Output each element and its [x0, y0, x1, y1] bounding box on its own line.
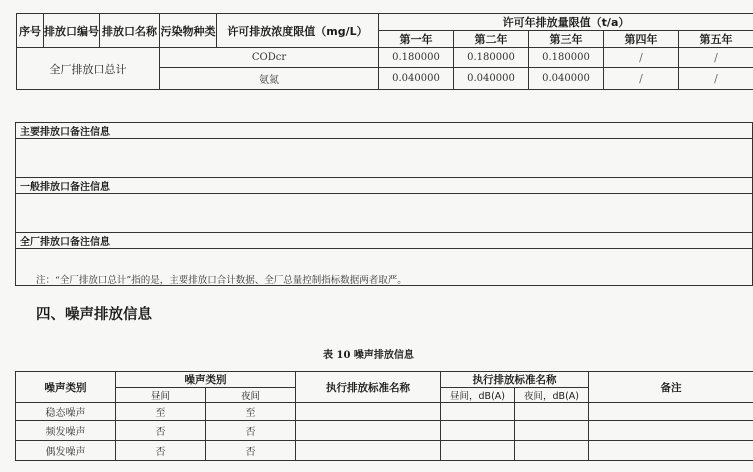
value-cell: 0.180000 [454, 48, 529, 68]
header-year-3: 第三年 [529, 31, 604, 48]
noise-category-cell: 频发噪声 [16, 421, 116, 441]
noise-category-cell: 偶发噪声 [16, 441, 116, 461]
table-row [16, 421, 753, 441]
noise-category-cell: 稳态噪声 [16, 403, 116, 421]
general-outlet-remarks-label: 一般排放口备注信息 [16, 178, 753, 194]
value-cell: / [604, 68, 679, 90]
table-caption: 表 10 噪声排放信息 [323, 350, 414, 361]
header-year-5: 第五年 [679, 31, 753, 48]
header-standard: 执行排放标准名称 [441, 372, 589, 388]
pollutant-cell: 氨氮 [160, 68, 379, 90]
header-year-4: 第四年 [604, 31, 679, 48]
table-row [16, 403, 753, 421]
header-pollutant: 污染物种类 [160, 14, 217, 48]
main-outlet-remarks-label: 主要排放口备注信息 [16, 123, 753, 139]
header-day: 昼间 [116, 388, 206, 403]
header-day-db: 昼间，dB(A) [441, 388, 515, 403]
value-cell: 0.180000 [379, 48, 454, 68]
value-cell: / [679, 68, 753, 90]
header-concentration-limit: 许可排放浓度限值（mg/L） [217, 14, 379, 48]
header-standard-name: 执行排放标准名称 [296, 372, 441, 403]
header-remarks: 备注 [589, 372, 753, 403]
section-title: 四、噪声排放信息 [36, 307, 152, 323]
permitted-emission-table [16, 13, 753, 90]
value-cell: / [679, 48, 753, 68]
plant-total-remarks-label: 全厂排放口备注信息 [16, 233, 753, 249]
night-cell: 否 [206, 421, 296, 441]
day-cell: 否 [116, 441, 206, 461]
main-outlet-remarks-field [16, 139, 753, 178]
value-cell: 0.040000 [529, 68, 604, 90]
general-outlet-remarks-field [16, 194, 753, 233]
header-noise-category: 噪声类别 [16, 372, 116, 403]
night-cell: 否 [206, 441, 296, 461]
value-cell: / [604, 48, 679, 68]
header-outlet-name: 排放口名称 [100, 14, 160, 48]
pollutant-cell: CODcr [160, 48, 379, 68]
header-noise-type: 噪声类别 [116, 372, 296, 388]
day-cell: 至 [116, 403, 206, 421]
header-year-1: 第一年 [379, 31, 454, 48]
value-cell: 0.040000 [379, 68, 454, 90]
day-cell: 否 [116, 421, 206, 441]
table-row [16, 441, 753, 461]
value-cell: 0.040000 [454, 68, 529, 90]
header-year-2: 第二年 [454, 31, 529, 48]
header-night: 夜间 [206, 388, 296, 403]
header-outlet-code: 排放口编号 [44, 14, 100, 48]
header-night-db: 夜间，dB(A) [515, 388, 589, 403]
noise-emission-table [15, 371, 753, 461]
header-annual-limit: 许可年排放量限值（t/a） [379, 14, 753, 31]
remarks-table [15, 122, 753, 286]
table-row [17, 48, 753, 68]
value-cell: 0.180000 [529, 48, 604, 68]
total-label: 全厂排放口总计 [17, 48, 160, 90]
night-cell: 至 [206, 403, 296, 421]
header-serial: 序号 [17, 14, 44, 48]
table-note: 注：“全厂排放口总计”指的是，主要排放口合计数据、全厂总量控制指标数据两者取严。 [36, 275, 407, 286]
